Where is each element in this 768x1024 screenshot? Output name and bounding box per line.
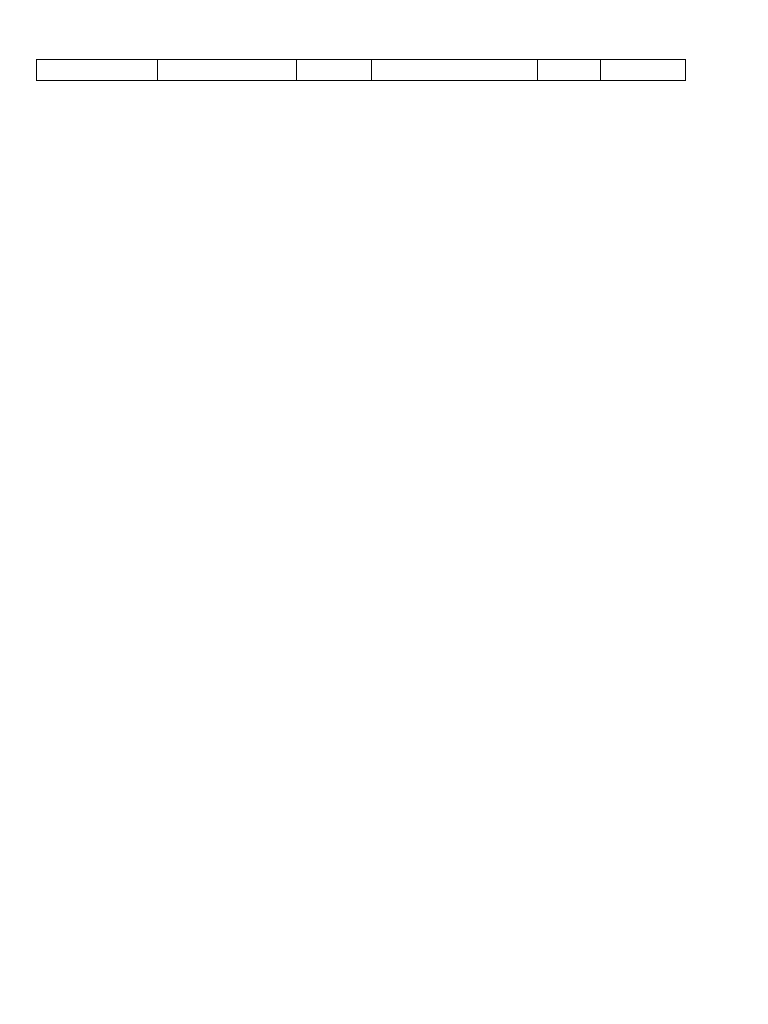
subject-label [37, 60, 158, 81]
class-label [538, 60, 601, 81]
subject-value [158, 60, 297, 81]
name-label [297, 60, 372, 81]
class-value [601, 60, 686, 81]
name-value [372, 60, 538, 81]
info-table [36, 59, 686, 81]
